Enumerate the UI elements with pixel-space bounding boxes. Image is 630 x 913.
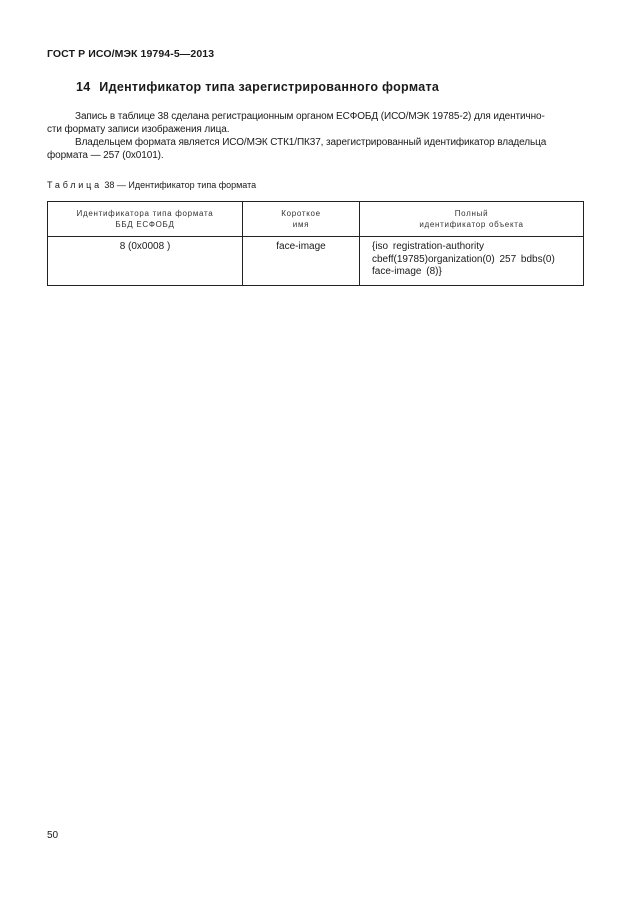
header-line: имя [292,220,310,229]
paragraph-owner [47,136,582,162]
header-line: Короткое [281,209,321,218]
paragraph-line: формата — 257 (0x0101). [47,150,164,161]
table-header-row [48,202,584,237]
table-caption-text: 38 — Идентификатор типа формата [104,180,257,190]
header-format-id [48,202,243,237]
cell-short-name: face-image [243,237,360,286]
document-header: ГОСТ Р ИСО/МЭК 19794-5—2013 [47,48,215,60]
header-short-name [243,202,360,237]
object-id-line: face-image (8)} [372,266,442,277]
header-object-id [360,202,584,237]
header-line: Полный [454,209,489,218]
table-row [48,237,584,286]
table-caption [47,180,256,190]
cell-object-id [360,237,584,286]
section-title-text: Идентификатор типа зарегистрированного формата [99,80,440,94]
paragraph-line: Владельцем формата является ИСО/МЭК СТК1/ПК37, зарегистрированный идентификатор владельца [75,137,547,148]
header-line: ББД ЕСФОБД [115,220,175,229]
object-id-line: cbeff(19785)organization(0) 257 bdbs(0) [372,253,555,265]
header-line: идентификатор объекта [419,220,524,229]
paragraph-registration [47,110,582,136]
paragraph-line: сти формату записи изображения лица. [47,124,230,135]
header-line: Идентификатора типа формата [76,209,214,218]
paragraph-line: Запись в таблице 38 сделана регистрационным органом ЕСФОБД (ИСО/МЭК 19785-2) для идентично- [75,111,545,122]
page-number: 50 [47,830,59,841]
section-heading [76,80,439,94]
format-id-table [47,201,584,286]
section-number: 14 [76,80,91,94]
cell-format-id: 8 (0x0008 ) [48,237,243,286]
table-caption-label: Таблица [47,180,102,190]
object-id-line: {iso registration-authority [372,241,485,252]
